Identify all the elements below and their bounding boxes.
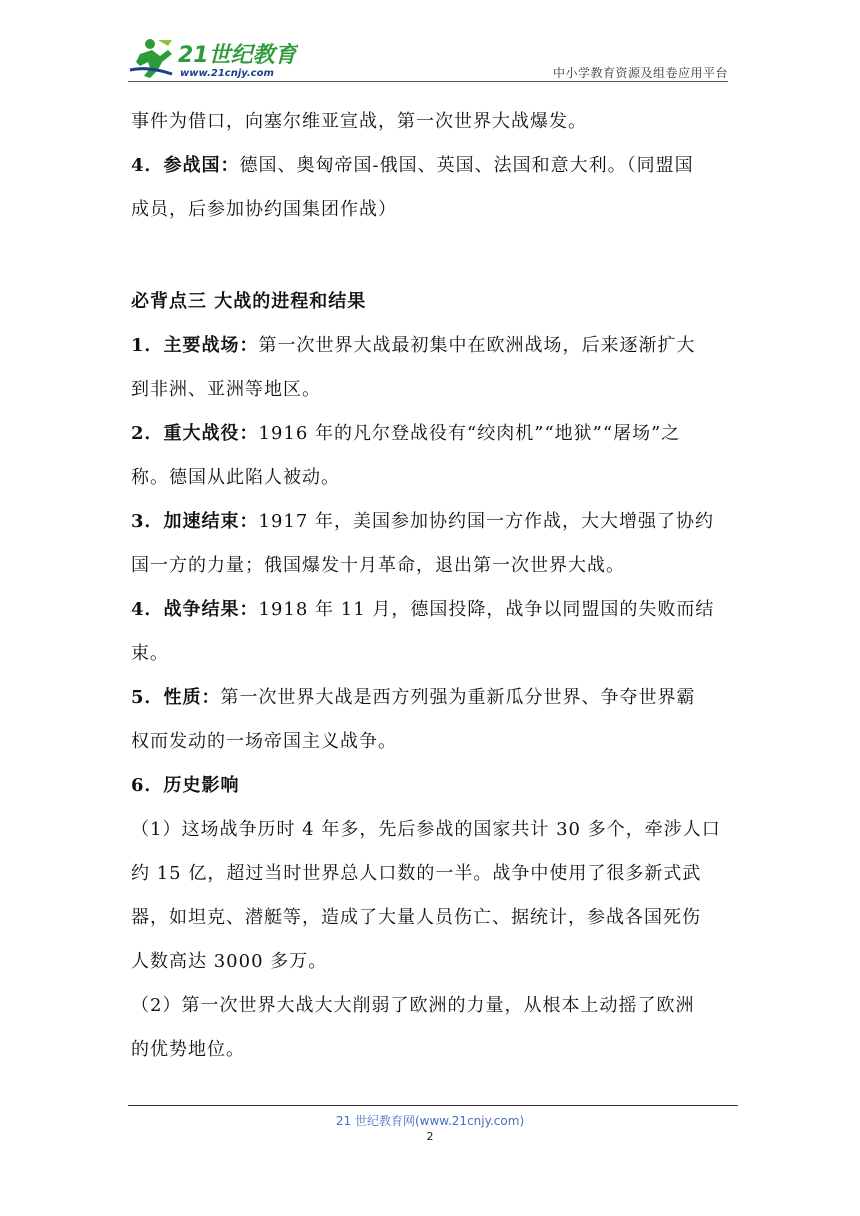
item-text: 1917 年，美国参加协约国一方作战，大大增强了协约 bbox=[258, 511, 715, 532]
logo-url: www.21cnjy.com bbox=[180, 68, 274, 79]
paragraph-line: 成员，后参加协约国集团作战） bbox=[131, 199, 397, 220]
paragraph-line: 权而发动的一场帝国主义战争。 bbox=[131, 731, 397, 752]
site-logo bbox=[128, 36, 298, 82]
paragraph-line: （1）这场战争历时 4 年多，先后参战的国家共计 30 多个，牵涉人口 bbox=[131, 819, 721, 840]
paragraph-line: 国一方的力量；俄国爆发十月革命，退出第一次世界大战。 bbox=[131, 555, 625, 576]
item-label: 2．重大战役： bbox=[131, 423, 259, 444]
paragraph-line: 事件为借口，向塞尔维亚宣战，第一次世界大战爆发。 bbox=[131, 111, 587, 132]
footer-divider bbox=[128, 1105, 738, 1106]
item-text: 第一次世界大战最初集中在欧洲战场，后来逐渐扩大 bbox=[258, 335, 696, 356]
paragraph-line: 的优势地位。 bbox=[131, 1039, 245, 1060]
paragraph-line bbox=[131, 146, 731, 190]
page-number: 2 bbox=[426, 1130, 434, 1143]
item-label: 3．加速结束： bbox=[131, 511, 259, 532]
paragraph-line bbox=[131, 590, 731, 634]
paragraph-line bbox=[131, 502, 731, 546]
logo-text: 21世纪教育 bbox=[178, 43, 297, 68]
item-label: 1．主要战场： bbox=[131, 335, 259, 356]
paragraph-line: 人数高达 3000 多万。 bbox=[131, 951, 328, 972]
platform-name: 中小学教育资源及组卷应用平台 bbox=[552, 66, 728, 80]
item-label: 4．参战国： bbox=[131, 155, 240, 176]
item-text: 1916 年的凡尔登战役有“绞肉机”“地狱”“屠场”之 bbox=[258, 423, 681, 444]
item-label: 6．历史影响 bbox=[131, 775, 240, 796]
paragraph-line: （2）第一次世界大战大大削弱了欧洲的力量，从根本上动摇了欧洲 bbox=[131, 995, 695, 1016]
paragraph-line: 束。 bbox=[131, 643, 169, 664]
paragraph-line: 称。德国从此陷人被动。 bbox=[131, 467, 340, 488]
paragraph-line bbox=[131, 678, 731, 722]
item-text: 第一次世界大战是西方列强为重新瓜分世界、争夺世界霸 bbox=[220, 687, 696, 708]
paragraph-line: 到非洲、亚洲等地区。 bbox=[131, 379, 321, 400]
item-label: 5．性质： bbox=[131, 687, 221, 708]
item-label: 4．战争结果： bbox=[131, 599, 259, 620]
runner-icon bbox=[130, 39, 172, 78]
paragraph-line bbox=[131, 326, 731, 370]
header-divider bbox=[128, 81, 728, 82]
footer-link[interactable]: 21 世纪教育网(www.21cnjy.com) bbox=[335, 1114, 525, 1128]
paragraph-line: 约 15 亿，超过当时世界总人口数的一半。战争中使用了很多新式武 bbox=[131, 863, 702, 884]
paragraph-line bbox=[131, 414, 731, 458]
document-body bbox=[131, 102, 731, 1074]
item-text: 1918 年 11 月，德国投降，战争以同盟国的失败而结 bbox=[258, 599, 715, 620]
section-spacer bbox=[131, 234, 731, 282]
item-text: 德国、奥匈帝国-俄国、英国、法国和意大利。（同盟国 bbox=[239, 155, 694, 176]
page-header bbox=[128, 36, 728, 84]
section-title: 必背点三 大战的进程和结果 bbox=[131, 291, 367, 312]
paragraph-line: 器，如坦克、潜艇等，造成了大量人员伤亡、据统计，参战各国死伤 bbox=[131, 907, 701, 928]
